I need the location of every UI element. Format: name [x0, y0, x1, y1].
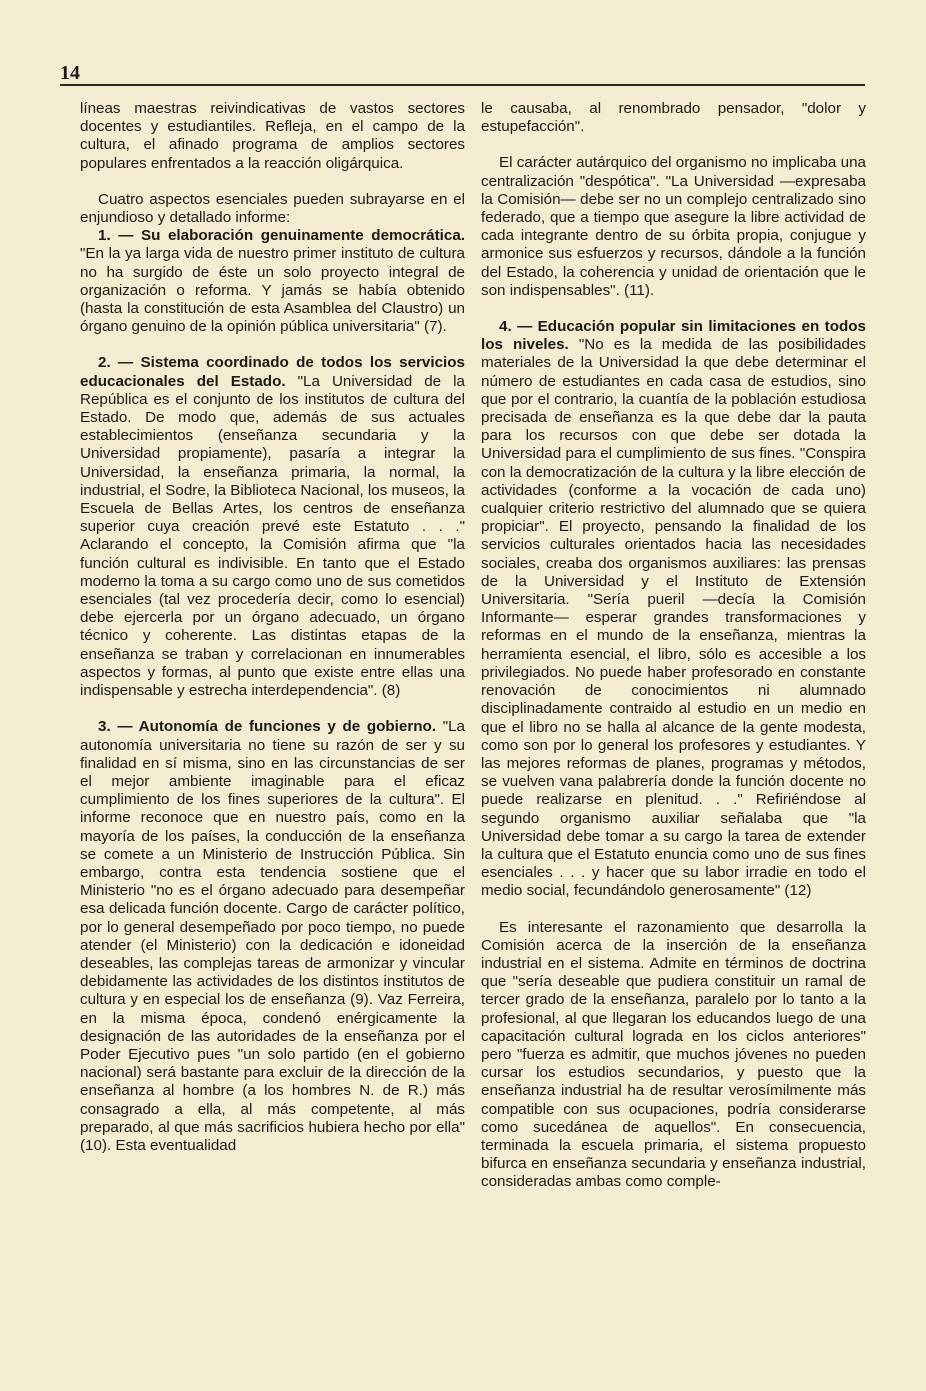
section-heading: 2. — Sistema coordinado de todos los servicios educacionales del Estado.: [80, 354, 465, 390]
right-column: [481, 100, 866, 1210]
page-number: 14: [60, 62, 80, 84]
paragraph: le causaba, al renombrado pensador, "dolor y estupefacción".: [481, 100, 866, 136]
paragraph: El carácter autárquico del organismo no implicaba una centralización "despótica". "La Universidad —expresaba la Comisión— debe ser no un complejo centralizado sino federado, que a tiempo que asegure la libre actividad de cada integrante dentro de su órbita propia, conjugue y armonice sus esfuerzos y recursos, dándole a la función del Estado, la coherencia y unidad de orientación que le son indispensables". (11).: [481, 154, 866, 299]
paragraph: Cuatro aspectos esenciales pueden subrayarse en el enjundioso y detallado informe:: [80, 190, 465, 227]
section-heading: 1. — Su elaboración genuinamente democrática.: [98, 227, 465, 245]
section-heading: 3. — Autonomía de funciones y de gobierno.: [98, 718, 437, 736]
section-3-paragraph: 3. — Autonomía de funciones y de gobierno. "La autonomía universitaria no tiene su razón de ser y su finalidad en sí misma, sino en las circunstancias de ser el mejor ambiente imaginable para el eficaz cumplimiento de los fines superiores de la cultura". El informe reconoce que en nuestro país, como en la mayoría de los países, la conducción de la enseñanza se comete a un Ministerio de Instrucción Pública. Sin embargo, contra esta tendencia sostiene que el Ministerio "no es el órgano adecuado para desempeñar esa delicada función docente. Cargo de carácter político, por lo general desempeñado por poco tiempo, no puede atender (el Ministerio) con la dedicación e idoneidad deseables, las complejas tareas de armonizar y vincular debidamente las actividades de los distintos institutos de cultura y en especial los de enseñanza (9). Vaz Ferreira, en la misma época, condenó enérgicamente la designación de las autoridades de la enseñanza por el Poder Ejecutivo pues "un solo partido (en el gobierno nacional) será bastante para excluir de la dirección de la enseñanza al hombre (a los hombres N. de R.) más consagrado a ella, al más competente, al más preparado, al que más sacrificios hubiera hecho por ella" (10). Esta eventualidad: [80, 718, 465, 1154]
section-heading: 4. — Educación popular sin limitaciones en todos los niveles.: [481, 318, 866, 354]
header-rule: [60, 84, 865, 86]
paragraph: Es interesante el razonamiento que desarrolla la Comisión acerca de la inserción de la enseñanza industrial en el sistema. Admite en términos de doctrina que "sería deseable que pudiera constituir un ramal de tercer grado de la enseñanza, paralelo por lo tanto a la profesional, al que llegaran los educandos luego de una capacitación cultural lograda en los ciclos anteriores" pero "fuerza es admitir, que muchos jóvenes no pueden cursar los estudios secundarios, y puesto que la enseñanza industrial ha de resultar verosímilmente más compatible con sus ocupaciones, podría considerarse como sucedánea de aquellos". En consecuencia, terminada la escuela primaria, el sistema propuesto bifurca en enseñanza secundaria y enseñanza industrial, consideradas ambas como comple-: [481, 918, 866, 1191]
section-1-paragraph: 1. — Su elaboración genuinamente democrática. "En la ya larga vida de nuestro primer instituto de cultura no ha surgido de éste un solo proyecto integral de organización o reforma. Y jamás se había obtenido (hasta la constitución de esta Asamblea del Claustro) un órgano genuino de la opinión pública universitaria" (7).: [80, 227, 465, 336]
paragraph: líneas maestras reivindicativas de vastos sectores docentes y estudiantiles. Refleja, en el campo de la cultura, el afinado programa de amplios sectores populares enfrentados a la reacción oligárquica.: [80, 100, 465, 172]
section-2-paragraph: 2. — Sistema coordinado de todos los servicios educacionales del Estado. "La Universidad de la República es el conjunto de los institutos de cultura del Estado. De modo que, además de sus actuales establecimientos (enseñanza secundaria y la Universidad propiamente), pasaría a integrar la Universidad, la enseñanza primaria, la normal, la industrial, el Sodre, la Biblioteca Nacional, los museos, la Escuela de Bellas Artes, los centros de enseñanza superior cuya creación prevé este Estatuto . . ." Aclarando el concepto, la Comisión afirma que "la función cultural es indivisible. En tanto que el Estado moderno la toma a su cargo como uno de sus cometidos esenciales (tal vez procedería decir, como lo esencial) debe ejercerla por un órgano adecuado, un órgano técnico y coherente. Las distintas etapas de la enseñanza se traban y correlacionan en innumerables aspectos y formas, al punto que existe entre ellas una indispensable y estrecha interdependencia". (8): [80, 354, 465, 700]
section-4-paragraph: 4. — Educación popular sin limitaciones en todos los niveles. "No es la medida de las posibilidades materiales de la Universidad la que debe determinar el número de estudiantes en cada casa de estudios, sino que por el contrario, la cuantía de la población estudiosa precisada de enseñanza es la que debe dar la pauta para los recursos con que debe ser dotada la Universidad para el cumplimiento de sus fines. "Conspira con la democratización de la cultura y la libre elección de actividades (conforme a la vocación de cada uno) cualquier criterio restrictivo del alumnado que se quiera propiciar". El proyecto, pensando la finalidad de los servicios culturales orientados hacia las necesidades sociales, creaba dos organismos auxiliares: las prensas de la Universidad y el Instituto de Extensión Universitaria. "Sería pueril —decía la Comisión Informante— esperar grandes transformaciones y reformas en el mundo de la enseñanza, mientras la herramienta esencial, el libro, sólo es accesible a los privilegiados. No puede haber profesorado en constante renovación de conocimientos ni alumnado disciplinadamente contraido al estudio en un medio en que el libro no se halla al alcance de la gente modesta, como son por lo general los profesores y estudiantes. Y las mejores reformas de planes, programas y métodos, se vuelven vana palabrería donde la función docente no puede realizarse en plenitud. . ." Refiriéndose al segundo organismo auxiliar señalaba que "la Universidad debe tomar a su cargo la tarea de extender la cultura que el Estatuto enuncia como uno de sus fines esenciales . . . y hacer que su labor irradie en todo el medio social, fecundándolo generosamente" (12): [481, 318, 866, 900]
left-column: [80, 100, 465, 1173]
